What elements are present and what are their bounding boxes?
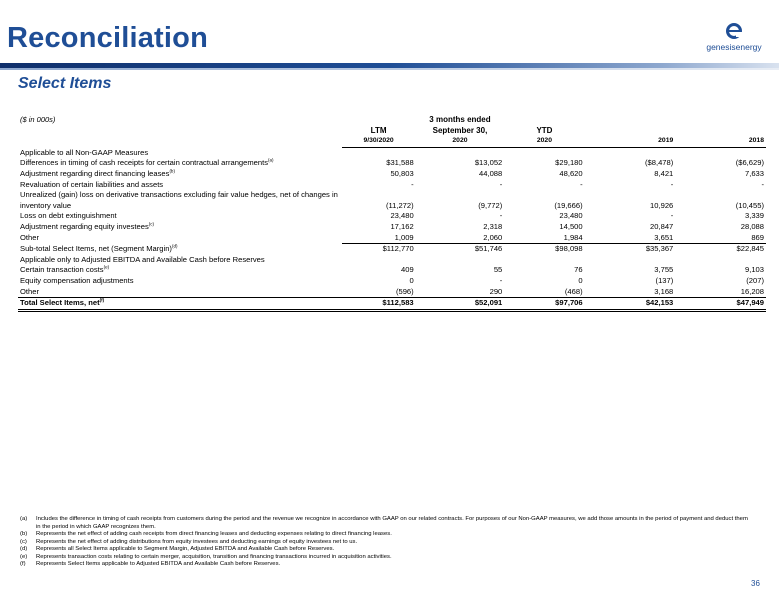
total-row bbox=[18, 298, 766, 311]
row-label: Sub-total Select Items, net (Segment Margin)$^{(d)}$ bbox=[20, 243, 178, 254]
cell: 10,926 bbox=[650, 200, 674, 210]
units-label: ($ in 000s) bbox=[20, 115, 56, 124]
row-label: Other bbox=[20, 233, 39, 243]
cell: $97,706 bbox=[504, 298, 584, 311]
cell: 8,421 bbox=[654, 168, 674, 178]
ltm-header: LTM bbox=[370, 125, 387, 135]
cell: 3,651 bbox=[585, 233, 676, 244]
section-heading: Applicable only to Adjusted EBITDA and Available Cash before Reserves bbox=[20, 254, 265, 264]
table-row bbox=[18, 190, 766, 211]
cell: $112,583 bbox=[342, 298, 416, 311]
cell: $42,153 bbox=[585, 298, 676, 311]
col-header-q3-2020: 2020 bbox=[416, 136, 505, 147]
cell: 16,208 bbox=[675, 287, 766, 298]
cell: 9,103 bbox=[744, 265, 764, 275]
section-row bbox=[18, 255, 766, 266]
footnote: (d) Represents all Select Items applicable to Segment Margin, Adjusted EBITDA and Available Cash before Reserves. bbox=[20, 546, 335, 552]
table-row bbox=[18, 287, 766, 298]
cell: 23,480 bbox=[390, 211, 414, 221]
cell: 17,162 bbox=[390, 221, 414, 231]
cell: 2,060 bbox=[416, 233, 505, 244]
cell: ($6,629) bbox=[735, 158, 764, 168]
cell: (468) bbox=[504, 287, 584, 298]
cell: - bbox=[499, 179, 503, 189]
row-label: Adjustment regarding direct financing leases$^{(b)}$ bbox=[20, 168, 175, 178]
cell: - bbox=[670, 211, 674, 221]
cell: ($8,478) bbox=[644, 158, 674, 168]
page-number: 36 bbox=[751, 579, 760, 588]
cell: $29,180 bbox=[555, 158, 583, 168]
cell: 44,088 bbox=[479, 168, 503, 178]
genesis-energy-logo bbox=[700, 22, 768, 56]
cell: - bbox=[580, 179, 583, 189]
row-label: Loss on debt extinguishment bbox=[20, 211, 117, 221]
header-row-top bbox=[18, 115, 766, 126]
table-row bbox=[18, 211, 766, 222]
header-row-dates bbox=[18, 136, 766, 147]
section-heading: Applicable to all Non-GAAP Measures bbox=[20, 147, 149, 157]
footnotes bbox=[20, 516, 750, 569]
cell: 76 bbox=[574, 265, 583, 275]
footnote: (f) Represents Select Items applicable to Adjusted EBITDA and Available Cash before Reserves. bbox=[20, 561, 281, 567]
cell: $13,052 bbox=[474, 158, 503, 168]
cell: $112,770 bbox=[382, 244, 414, 254]
col-header-2018: 2018 bbox=[675, 136, 766, 147]
cell: 3,755 bbox=[654, 265, 674, 275]
footnote: (c) Represents the net effect of adding distributions from equity investees and deducting earnings of equity investees net to us. bbox=[20, 538, 358, 545]
cell: 1,009 bbox=[342, 233, 416, 244]
cell: 28,088 bbox=[740, 221, 764, 231]
subtotal-row bbox=[18, 244, 766, 255]
footnote: (a) Includes the difference in timing of cash receipts from customers during the period and the revenue we recognize in accordance with GAAP on our related contracts. For purposes of our Non-GAAP measures, we add those amounts in the period of payment and deduct them in the period in which GAAP recognizes them. bbox=[20, 516, 748, 530]
cell: 0 bbox=[409, 275, 414, 285]
section-row bbox=[18, 147, 766, 158]
cell: 1,984 bbox=[504, 233, 584, 244]
col-header-ytd-2020: 2020 bbox=[504, 136, 584, 147]
cell: $22,845 bbox=[736, 244, 764, 254]
cell: 3,339 bbox=[744, 211, 764, 221]
row-label: Adjustment regarding equity investees$^{(c)}$ bbox=[20, 221, 154, 231]
cell: 409 bbox=[401, 265, 414, 275]
cell: - bbox=[761, 179, 764, 189]
cell: 869 bbox=[675, 233, 766, 244]
cell: 2,318 bbox=[483, 221, 503, 231]
row-label: Certain transaction costs$^{(e)}$ bbox=[20, 264, 110, 275]
table-row bbox=[18, 169, 766, 180]
cell: $98,098 bbox=[555, 244, 583, 254]
cell: 20,847 bbox=[650, 221, 674, 231]
cell: (207) bbox=[746, 275, 764, 285]
table-row bbox=[18, 180, 766, 191]
cell: - bbox=[499, 211, 503, 221]
cell: 55 bbox=[493, 265, 503, 275]
row-label: Other bbox=[20, 286, 39, 296]
cell: $31,588 bbox=[386, 158, 414, 168]
cell: 0 bbox=[578, 275, 583, 285]
header-rule-light bbox=[0, 68, 779, 70]
table-row bbox=[18, 276, 766, 287]
footnote: (e) Represents transaction costs relating to certain merger, acquisition, transition and financing transactions incurred in acquisition activities. bbox=[20, 553, 392, 560]
table-row bbox=[18, 265, 766, 276]
cell: $35,367 bbox=[645, 244, 674, 254]
cell: $52,091 bbox=[416, 298, 505, 311]
cell: 50,803 bbox=[390, 168, 414, 178]
cell: $47,949 bbox=[675, 298, 766, 311]
cell: 48,620 bbox=[559, 168, 583, 178]
genesis-logo-icon bbox=[700, 22, 768, 42]
cell: (19,666) bbox=[554, 200, 583, 210]
footnote: (b) Represents the net effect of adding cash receipts from direct financing leases and deducting expenses relating to direct financing leases. bbox=[20, 531, 392, 537]
section-subtitle: Select Items bbox=[18, 75, 112, 92]
cell: (10,455) bbox=[735, 200, 764, 210]
col-header-2019: 2019 bbox=[585, 136, 676, 147]
cell: (596) bbox=[342, 287, 416, 298]
reconciliation-table bbox=[18, 115, 766, 312]
cell: 3,168 bbox=[585, 287, 676, 298]
cell: (9,772) bbox=[478, 200, 503, 210]
col-header-ltm-date: 9/30/2020 bbox=[342, 136, 416, 147]
row-label: Equity compensation adjustments bbox=[20, 275, 134, 285]
cell: 290 bbox=[416, 287, 505, 298]
row-label: Unrealized (gain) loss on derivative transactions excluding fair value hedges, net of changes in inventory value bbox=[20, 190, 338, 210]
table-row bbox=[18, 233, 766, 244]
cell: $51,746 bbox=[474, 244, 503, 254]
ytd-header: YTD bbox=[536, 125, 553, 135]
three-months-header-2: September 30, bbox=[432, 125, 488, 135]
cell: (11,272) bbox=[385, 200, 414, 210]
cell: - bbox=[411, 179, 414, 189]
cell: 23,480 bbox=[559, 211, 583, 221]
cell: - bbox=[670, 179, 674, 189]
header-row-mid bbox=[18, 126, 766, 137]
cell: - bbox=[499, 275, 503, 285]
row-label: Total Select Items, net$^{(f)}$ bbox=[18, 298, 342, 311]
cell: (137) bbox=[655, 275, 674, 285]
three-months-header-1: 3 months ended bbox=[429, 115, 491, 124]
row-label: Revaluation of certain liabilities and assets bbox=[20, 179, 164, 189]
row-label: Differences in timing of cash receipts for certain contractual arrangements$^{(a)}$ bbox=[20, 157, 274, 168]
cell: 14,500 bbox=[559, 221, 583, 231]
cell: 7,633 bbox=[744, 168, 764, 178]
table-row bbox=[18, 222, 766, 233]
table-row bbox=[18, 158, 766, 169]
logo-wordmark: genesisenergy bbox=[706, 42, 762, 52]
page-title: Reconciliation bbox=[7, 22, 208, 54]
